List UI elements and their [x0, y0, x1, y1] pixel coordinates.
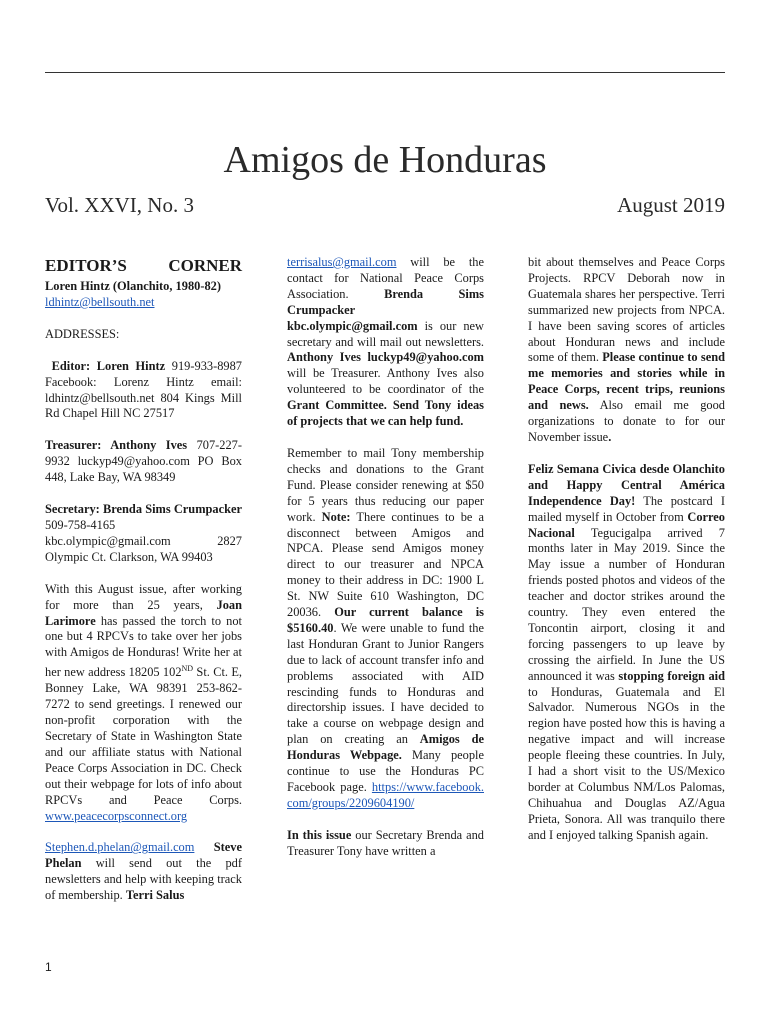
secretary-label: Secretary: Brenda Sims Crumpacker [45, 502, 242, 517]
grant-text: . We were unable to fund the last Honduran Grant to Junior Rangers due to lack of account transfer info and problems associated with AID rescinding funds to Honduras and directorship issues. I have decided to take a course on webpage design and plan on creating an [287, 620, 484, 747]
strikes-text: Tegucigalpa arrived 7 months later in May 2019. Since the May issue a number of Honduran friends posted photos and videos of the teacher and doctor strikes around the country. They even entered the Toncontin airport, closing it and forcing passengers to up leave by crossing the airfield. In June the US announced it was [528, 525, 725, 683]
treasurer-text: will be Treasurer. Anthony Ives also volunteered to be coordinator of the [287, 366, 484, 397]
column-2 [287, 255, 484, 876]
treasurer-label: Treasurer: Anthony Ives [45, 438, 188, 453]
editor-label: Editor: Loren Hintz [51, 358, 166, 373]
correo-nacional: Correo Nacional [528, 509, 725, 540]
npca-text: will be the contact for National Peace Corps Association. [287, 255, 484, 301]
remember-paragraph [287, 446, 484, 812]
secretary-contact: 509-758-4165 kbc.olympic@gmail.com 2827 Olympic Ct. Clarkson, WA 99403 [45, 517, 242, 564]
newsletter-title: Amigos de Honduras [223, 139, 547, 181]
secretary-address [45, 502, 242, 566]
steve-text: will send out the pdf newsletters and help with keeping track of membership. [45, 856, 242, 903]
current-balance: Our current balance is $5160.40 [287, 605, 484, 635]
editors-corner-heading [45, 257, 242, 275]
editor-email-link[interactable]: ldhintz@bellsouth.net [45, 294, 155, 309]
aug-text-2: has passed the torch to not one but 4 RPCVs to take over her jobs with Amigos de Honduras! Write her at her new address 18205 102 [45, 613, 242, 680]
heading-right: CORNER [168, 256, 242, 275]
contacts-paragraph [287, 255, 484, 430]
grant-committee: Grant Committee. Send Tony ideas of projects that we can help fund. [287, 398, 484, 429]
page-number: 1 [45, 960, 52, 974]
column-3 [528, 255, 725, 860]
anthony-name: Anthony Ives luckyp49@yahoo.com [287, 350, 484, 365]
border-text: to Honduras, Guatemala and El Salvador. Numerous NGOs in the region have posted how this is having a negative impact and will increase people fleeing these countries. In July, I had a short visit to the US/Mexico border at Columbus NM/Los Palomas, Chihuahua and Douglas AZ/Agua Prieta, Sonora. All was tranquilo there and I enjoyed talking Spanish again. [528, 684, 725, 842]
memories-request: Please continue to send me memories and stories while in Peace Corps, recent trips, reunions and news. [528, 350, 725, 413]
facebook-link[interactable]: https://www.facebook.com/groups/2209604190/ [287, 780, 484, 810]
editor-byline: Loren Hintz (Olanchito, 1980-82) [45, 279, 221, 293]
aug-text-1: With this August issue, after working for more than 25 years, [45, 581, 242, 612]
august-paragraph [45, 582, 242, 825]
remember-text: Remember to mail Tony membership checks and donations to the Grant Fund. Please consider renewing at $50 for 5 years thus reducing our paper work. [287, 445, 484, 524]
in-this-issue-label: In this issue [287, 827, 352, 842]
stopping-foreign-aid: stopping foreign aid [618, 668, 725, 683]
brenda-name: Brenda Sims Crumpacker kbc.olympic@gmail.com [287, 286, 485, 333]
webpage-mention: Amigos de Honduras Webpage. [287, 732, 484, 763]
feliz-semana: Feliz Semana Civica desde Olanchito and Happy Central América Independence Day! [528, 461, 725, 508]
postcard-text: The postcard I mailed myself in October from [528, 493, 725, 524]
donate-text: Also email me good organizations to donate to for our November issue [528, 398, 725, 444]
projects-paragraph [528, 255, 725, 446]
issue-date: August 2019 [617, 193, 725, 217]
in-this-issue-paragraph [287, 828, 484, 860]
terri-name: Terri Salus [125, 888, 185, 903]
column-1 [45, 255, 242, 920]
steve-name: Steve Phelan [45, 840, 242, 871]
note-label: Note: [321, 509, 351, 524]
terri-email-link[interactable]: terrisalus@gmail.com [287, 255, 397, 269]
secretary-text: is our new secretary and will mail out newsletters. [287, 318, 484, 349]
feliz-paragraph [528, 462, 725, 844]
donate-period: . [608, 429, 612, 444]
volume-number: Vol. XXVI, No. 3 [45, 193, 194, 217]
treasurer-address [45, 438, 242, 486]
in-this-issue-text: our Secretary Brenda and Treasurer Tony have written a [287, 827, 484, 858]
treasurer-contact: 707-227-9932 luckyp49@yahoo.com PO Box 448, Lake Bay, WA 98349 [45, 438, 242, 485]
addresses-label: ADDRESSES: [45, 326, 120, 341]
disconnect-text: There continues to be a disconnect between Amigos and NPCA. Please send Amigos money direct to our treasurer and NPCA money to their address in DC: 1900 L St. NW Suite 610 Washington, DC 20036. [287, 509, 484, 620]
projects-text: bit about themselves and Peace Corps Projects. RPCV Deborah now in Guatemala shares her perspective. Terri summarized new projects from NPCA. I have been saving scores of articles about Honduran news and include some of them. [528, 255, 725, 365]
editor-contact: 919-933-8987 Facebook: Lorenz Hintz email: ldhintz@bellsouth.net 804 Kings Mill Rd Chapel Hill NC 27517 [45, 358, 242, 421]
steve-email-link[interactable]: Stephen.d.phelan@gmail.com [45, 840, 195, 855]
aug-superscript: ND [181, 664, 194, 674]
heading-left: EDITOR’S [45, 256, 127, 275]
aug-text-3: St. Ct. E, Bonney Lake, WA 98391 253-862-7272 to send greetings. I renewed our non-profit corporation with the Secretary of State in Washington State and our affiliate status with National Peace Corps Association in DC. Check out their webpage for lots of info about RPCVs and Peace Corps. [45, 665, 242, 807]
peacecorps-link[interactable]: www.peacecorpsconnect.org [45, 808, 188, 823]
joan-larimore: Joan Larimore [45, 597, 242, 628]
header-rule [45, 72, 725, 73]
steve-paragraph [45, 840, 242, 904]
facebook-text: Many people continue to use the Honduras PC Facebook page. [287, 748, 484, 794]
editor-address [45, 359, 242, 423]
